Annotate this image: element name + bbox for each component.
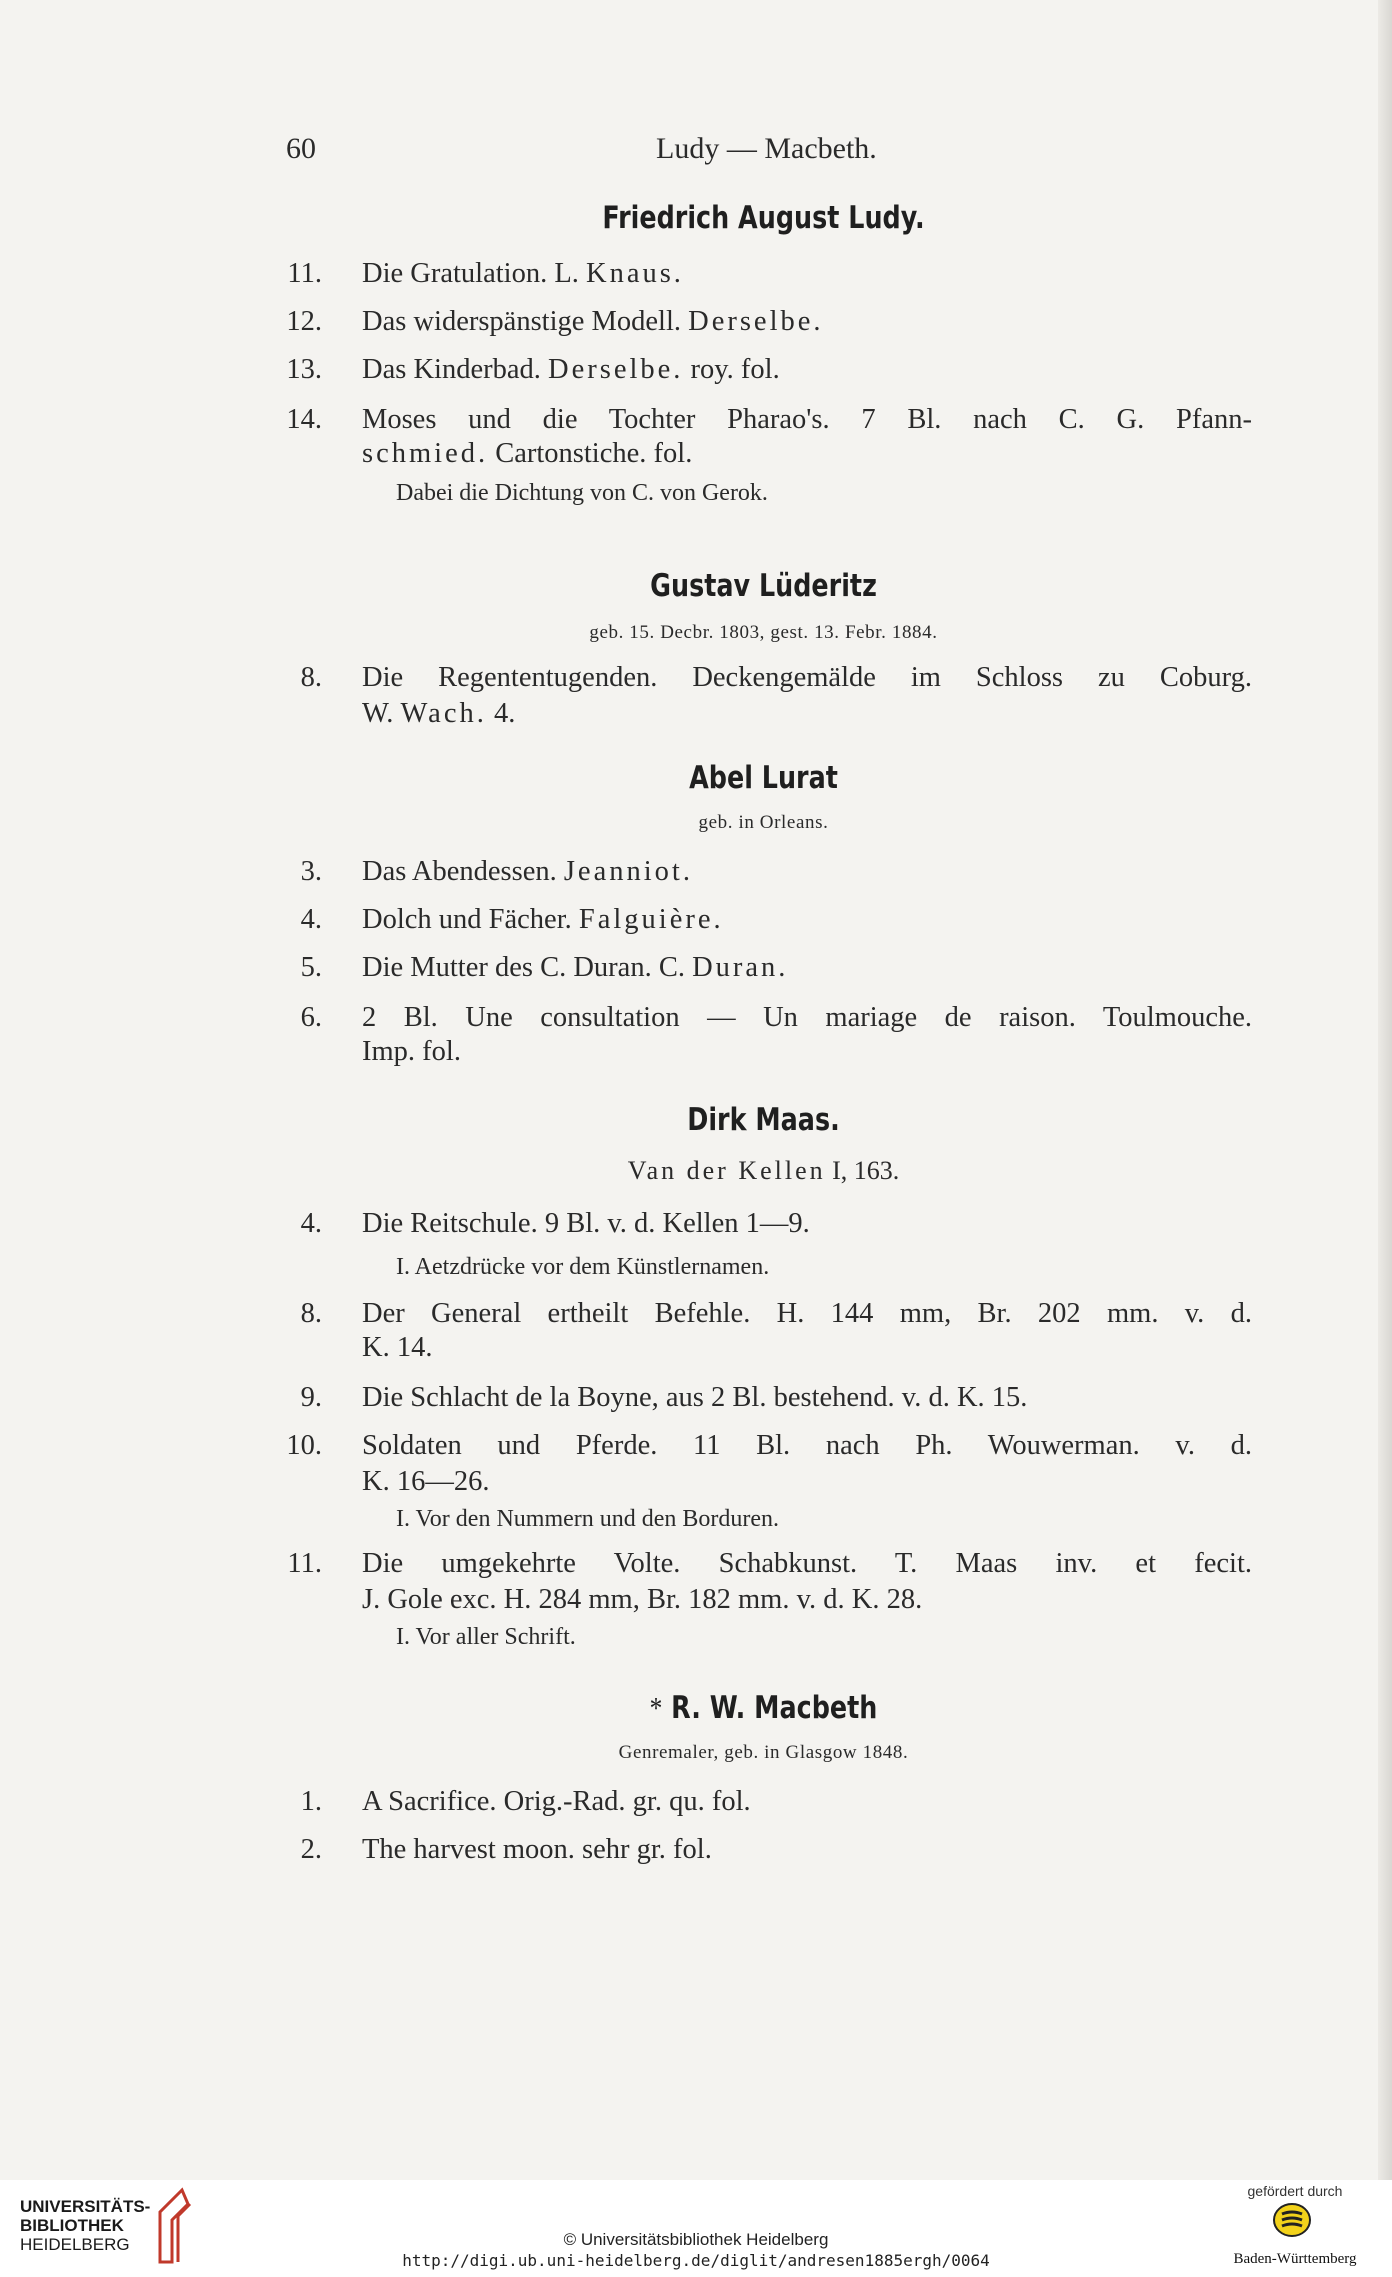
state-coat-of-arms-icon [1272,2202,1312,2238]
running-title: Ludy — Macbeth. [656,132,877,165]
page-number: 60 [286,132,316,165]
entry-number: 10. [286,1430,322,1461]
entry-number: 1. [300,1786,322,1817]
entry-number: 5. [300,952,322,983]
entry-text: The harvest moon. sehr gr. fol. [362,1834,712,1865]
entry-number: 11. [287,258,322,289]
entry-number: 3. [300,856,322,887]
section-heading: Gustav Lüderitz [650,568,877,604]
entry-note: I. Vor aller Schrift. [396,1624,576,1650]
entry-number: 11. [287,1548,322,1579]
entry-text: Das Kinderbad. Derselbe. roy. fol. [362,354,780,385]
entry-text: Die Mutter des C. Duran. C. Duran. [362,952,789,983]
entry-text: 2 Bl. Une consultation — Un mariage de raison. Toulmouche. [362,1002,1252,1033]
copyright-text: © Universitätsbibliothek Heidelberg [563,2230,829,2249]
entry-number: 14. [286,404,322,435]
entry-number: 9. [300,1382,322,1413]
entry-text-continuation: W. Wach. 4. [362,698,516,729]
entry-text-continuation: K. 14. [362,1332,433,1363]
entry-note: I. Vor den Nummern und den Borduren. [396,1506,780,1532]
entry-text: A Sacrifice. Orig.-Rad. gr. qu. fol. [362,1786,751,1817]
entry-text: Der General ertheilt Befehle. H. 144 mm, Br. 202 mm. v. d. [362,1298,1252,1329]
entry-text: Die Reitschule. 9 Bl. v. d. Kellen 1—9. [362,1208,810,1239]
entry-number: 12. [286,306,322,337]
entry-text: Soldaten und Pferde. 11 Bl. nach Ph. Wouwerman. v. d. [362,1430,1252,1461]
entry-text: Das widerspänstige Modell. Derselbe. [362,306,824,337]
section-subtitle: Genremaler, geb. in Glasgow 1848. [618,1742,909,1763]
entry-text-continuation: schmied. Cartonstiche. fol. [362,438,693,469]
section-subtitle: geb. 15. Decbr. 1803, gest. 13. Febr. 1884. [589,622,938,643]
entry-number: 4. [300,1208,322,1239]
entry-text: Die umgekehrte Volte. Schabkunst. T. Maas inv. et fecit. [362,1548,1252,1579]
entry-number: 4. [300,904,322,935]
state-name: Baden-Württemberg [1233,2251,1357,2267]
entry-number: 2. [300,1834,322,1865]
entry-text: Die Regententugenden. Deckengemälde im Schloss zu Coburg. [362,662,1252,693]
entry-text: Dolch und Fächer. Falguière. [362,904,724,935]
entry-number: 8. [300,1298,322,1329]
entry-note: I. Aetzdrücke vor dem Künstlernamen. [396,1254,770,1280]
entry-number: 6. [300,1002,322,1033]
asterisk-mark: * [649,1690,663,1725]
entry-number: 13. [286,354,322,385]
permalink[interactable]: http://digi.ub.uni-heidelberg.de/diglit/andresen1885ergh/0064 [402,2251,990,2270]
funding-label: gefördert durch [1247,2183,1343,2199]
section-heading: Dirk Maas. [687,1102,840,1138]
entry-text-continuation: J. Gole exc. H. 284 mm, Br. 182 mm. v. d. K. 28. [362,1584,923,1615]
library-logo-text[interactable]: UNIVERSITÄTS- BIBLIOTHEK HEIDELBERG [20,2197,151,2254]
section-reference: Van der Kellen I, 163. [627,1156,900,1185]
entry-text: Die Schlacht de la Boyne, aus 2 Bl. bestehend. v. d. K. 15. [362,1382,1028,1413]
entry-text: Das Abendessen. Jeanniot. [362,856,693,887]
section-heading: Friedrich August Ludy. [602,200,925,236]
entry-text-continuation: Imp. fol. [362,1036,461,1067]
entry-text: Die Gratulation. L. Knaus. [362,258,684,289]
entry-note: Dabei die Dichtung von C. von Gerok. [396,480,768,506]
entry-text-continuation: K. 16—26. [362,1466,490,1497]
entry-text: Moses und die Tochter Pharao's. 7 Bl. nach C. G. Pfann- [362,404,1252,435]
section-heading: * R. W. Macbeth [649,1690,878,1726]
section-subtitle: geb. in Orleans. [698,812,829,833]
entry-number: 8. [300,662,322,693]
section-heading: Abel Lurat [689,760,838,796]
page-edge [1378,0,1392,2180]
